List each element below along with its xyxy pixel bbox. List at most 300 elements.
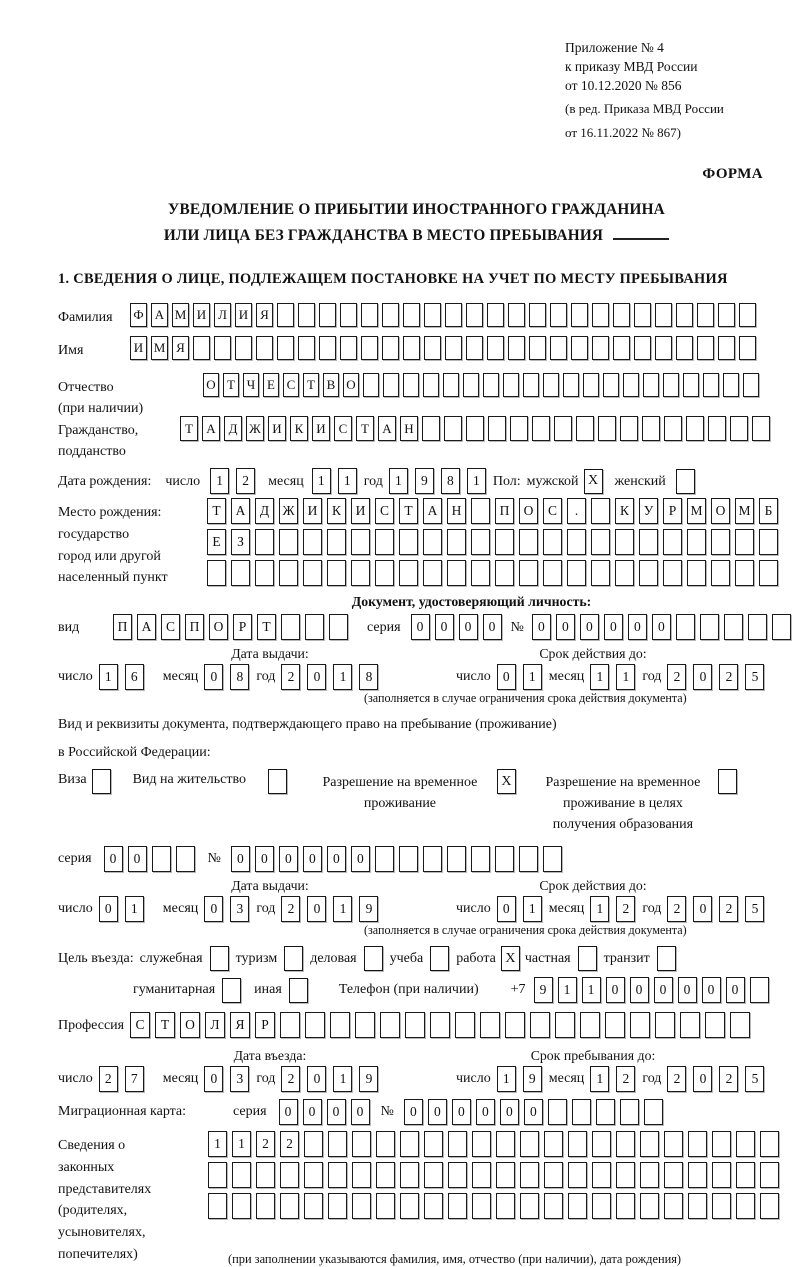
- form-cell[interactable]: [376, 1131, 395, 1157]
- form-cell[interactable]: [703, 373, 719, 397]
- form-cell[interactable]: К: [290, 416, 308, 441]
- form-cell[interactable]: 3: [230, 1066, 249, 1092]
- form-cell[interactable]: 1: [590, 1066, 609, 1092]
- form-cell[interactable]: [471, 560, 490, 586]
- purpose-business-checkbox[interactable]: [364, 946, 383, 971]
- form-cell[interactable]: [630, 1012, 650, 1038]
- form-cell[interactable]: [664, 416, 682, 441]
- form-cell[interactable]: [445, 336, 462, 360]
- form-cell[interactable]: С: [375, 498, 394, 524]
- form-cell[interactable]: 0: [497, 664, 516, 690]
- form-cell[interactable]: [568, 1162, 587, 1188]
- form-cell[interactable]: [466, 336, 483, 360]
- form-cell[interactable]: [328, 1193, 347, 1219]
- form-cell[interactable]: [471, 498, 490, 524]
- form-cell[interactable]: [592, 336, 609, 360]
- form-cell[interactable]: 9: [359, 1066, 378, 1092]
- form-cell[interactable]: [708, 416, 726, 441]
- form-cell[interactable]: А: [151, 303, 168, 327]
- form-cell[interactable]: О: [519, 498, 538, 524]
- form-cell[interactable]: [620, 416, 638, 441]
- form-cell[interactable]: [730, 1012, 750, 1038]
- form-cell[interactable]: [620, 1099, 639, 1125]
- purpose-official-checkbox[interactable]: [210, 946, 229, 971]
- form-cell[interactable]: [688, 1193, 707, 1219]
- form-cell[interactable]: 0: [307, 1066, 326, 1092]
- form-cell[interactable]: 0: [404, 1099, 423, 1125]
- form-cell[interactable]: [519, 529, 538, 555]
- form-cell[interactable]: [403, 373, 419, 397]
- form-cell[interactable]: И: [268, 416, 286, 441]
- form-cell[interactable]: З: [231, 529, 250, 555]
- purpose-study-checkbox[interactable]: [430, 946, 449, 971]
- form-cell[interactable]: 1: [523, 896, 542, 922]
- form-cell[interactable]: [523, 373, 539, 397]
- form-cell[interactable]: 0: [476, 1099, 495, 1125]
- form-cell[interactable]: [605, 1012, 625, 1038]
- form-cell[interactable]: [676, 303, 693, 327]
- form-cell[interactable]: [403, 303, 420, 327]
- form-cell[interactable]: [592, 1162, 611, 1188]
- form-cell[interactable]: [352, 1162, 371, 1188]
- form-cell[interactable]: Т: [303, 373, 319, 397]
- form-cell[interactable]: [363, 373, 379, 397]
- form-cell[interactable]: 2: [281, 1066, 300, 1092]
- form-cell[interactable]: [543, 373, 559, 397]
- form-cell[interactable]: .: [567, 498, 586, 524]
- form-cell[interactable]: [664, 1162, 683, 1188]
- form-cell[interactable]: 0: [411, 614, 430, 640]
- form-cell[interactable]: [298, 303, 315, 327]
- form-cell[interactable]: [423, 373, 439, 397]
- form-cell[interactable]: П: [113, 614, 132, 640]
- form-cell[interactable]: [655, 303, 672, 327]
- form-cell[interactable]: [445, 303, 462, 327]
- form-cell[interactable]: Р: [233, 614, 252, 640]
- form-cell[interactable]: [642, 416, 660, 441]
- form-cell[interactable]: [447, 560, 466, 586]
- form-cell[interactable]: 1: [333, 896, 352, 922]
- form-cell[interactable]: Б: [759, 498, 778, 524]
- form-cell[interactable]: [644, 1099, 663, 1125]
- form-cell[interactable]: [235, 336, 252, 360]
- form-cell[interactable]: [730, 416, 748, 441]
- form-cell[interactable]: [572, 1099, 591, 1125]
- purpose-work-checkbox[interactable]: X: [501, 946, 520, 971]
- form-cell[interactable]: [424, 1131, 443, 1157]
- form-cell[interactable]: [423, 560, 442, 586]
- form-cell[interactable]: [495, 560, 514, 586]
- form-cell[interactable]: 0: [652, 614, 671, 640]
- form-cell[interactable]: [592, 1131, 611, 1157]
- form-cell[interactable]: [495, 529, 514, 555]
- form-cell[interactable]: [592, 303, 609, 327]
- form-cell[interactable]: 1: [338, 468, 357, 494]
- form-cell[interactable]: 8: [359, 664, 378, 690]
- form-cell[interactable]: [639, 560, 658, 586]
- form-cell[interactable]: П: [185, 614, 204, 640]
- form-cell[interactable]: [529, 336, 546, 360]
- form-cell[interactable]: [616, 1193, 635, 1219]
- form-cell[interactable]: [583, 373, 599, 397]
- form-cell[interactable]: Т: [399, 498, 418, 524]
- purpose-other-checkbox[interactable]: [289, 978, 308, 1003]
- form-cell[interactable]: Р: [663, 498, 682, 524]
- form-cell[interactable]: 5: [745, 664, 764, 690]
- form-cell[interactable]: [686, 416, 704, 441]
- form-cell[interactable]: Ж: [279, 498, 298, 524]
- form-cell[interactable]: [676, 336, 693, 360]
- form-cell[interactable]: [505, 1012, 525, 1038]
- form-cell[interactable]: 0: [428, 1099, 447, 1125]
- form-cell[interactable]: 0: [678, 977, 697, 1003]
- form-cell[interactable]: И: [312, 416, 330, 441]
- form-cell[interactable]: [380, 1012, 400, 1038]
- form-cell[interactable]: [351, 560, 370, 586]
- form-cell[interactable]: [639, 529, 658, 555]
- female-checkbox[interactable]: [676, 469, 695, 494]
- form-cell[interactable]: А: [202, 416, 220, 441]
- form-cell[interactable]: 2: [667, 664, 686, 690]
- form-cell[interactable]: [340, 336, 357, 360]
- form-cell[interactable]: Ч: [243, 373, 259, 397]
- form-cell[interactable]: [739, 336, 756, 360]
- form-cell[interactable]: 1: [389, 468, 408, 494]
- form-cell[interactable]: 0: [726, 977, 745, 1003]
- form-cell[interactable]: [176, 846, 195, 872]
- form-cell[interactable]: [361, 303, 378, 327]
- form-cell[interactable]: [615, 529, 634, 555]
- form-cell[interactable]: [712, 1193, 731, 1219]
- form-cell[interactable]: [303, 529, 322, 555]
- form-cell[interactable]: И: [130, 336, 147, 360]
- form-cell[interactable]: [382, 336, 399, 360]
- form-cell[interactable]: 1: [312, 468, 331, 494]
- form-cell[interactable]: [750, 977, 769, 1003]
- form-cell[interactable]: [327, 560, 346, 586]
- form-cell[interactable]: С: [283, 373, 299, 397]
- form-cell[interactable]: [355, 1012, 375, 1038]
- form-cell[interactable]: [376, 1162, 395, 1188]
- form-cell[interactable]: [555, 1012, 575, 1038]
- form-cell[interactable]: [444, 416, 462, 441]
- form-cell[interactable]: [510, 416, 528, 441]
- form-cell[interactable]: А: [137, 614, 156, 640]
- form-cell[interactable]: [329, 614, 348, 640]
- form-cell[interactable]: 0: [307, 664, 326, 690]
- form-cell[interactable]: [616, 1162, 635, 1188]
- form-cell[interactable]: [643, 373, 659, 397]
- form-cell[interactable]: [640, 1193, 659, 1219]
- form-cell[interactable]: 1: [467, 468, 486, 494]
- form-cell[interactable]: И: [303, 498, 322, 524]
- form-cell[interactable]: [688, 1131, 707, 1157]
- form-cell[interactable]: Т: [257, 614, 276, 640]
- form-cell[interactable]: [736, 1131, 755, 1157]
- form-cell[interactable]: [447, 846, 466, 872]
- form-cell[interactable]: 2: [99, 1066, 118, 1092]
- purpose-humanitarian-checkbox[interactable]: [222, 978, 241, 1003]
- form-cell[interactable]: [724, 614, 743, 640]
- residence-permit-checkbox[interactable]: [268, 769, 287, 794]
- form-cell[interactable]: Е: [207, 529, 226, 555]
- form-cell[interactable]: В: [323, 373, 339, 397]
- form-cell[interactable]: [591, 560, 610, 586]
- form-cell[interactable]: [663, 560, 682, 586]
- form-cell[interactable]: 0: [693, 1066, 712, 1092]
- form-cell[interactable]: 0: [693, 896, 712, 922]
- form-cell[interactable]: 1: [333, 664, 352, 690]
- form-cell[interactable]: [232, 1162, 251, 1188]
- form-cell[interactable]: [683, 373, 699, 397]
- form-cell[interactable]: 2: [281, 896, 300, 922]
- form-cell[interactable]: [736, 1162, 755, 1188]
- form-cell[interactable]: И: [193, 303, 210, 327]
- purpose-tourism-checkbox[interactable]: [284, 946, 303, 971]
- form-cell[interactable]: [718, 336, 735, 360]
- form-cell[interactable]: [400, 1131, 419, 1157]
- form-cell[interactable]: О: [711, 498, 730, 524]
- form-cell[interactable]: 5: [745, 896, 764, 922]
- form-cell[interactable]: [705, 1012, 725, 1038]
- form-cell[interactable]: [304, 1131, 323, 1157]
- form-cell[interactable]: [399, 846, 418, 872]
- form-cell[interactable]: [544, 1193, 563, 1219]
- form-cell[interactable]: [423, 529, 442, 555]
- form-cell[interactable]: [663, 529, 682, 555]
- form-cell[interactable]: [772, 614, 791, 640]
- form-cell[interactable]: [152, 846, 171, 872]
- form-cell[interactable]: [330, 1012, 350, 1038]
- form-cell[interactable]: 0: [279, 1099, 298, 1125]
- form-cell[interactable]: [280, 1012, 300, 1038]
- form-cell[interactable]: [655, 336, 672, 360]
- form-cell[interactable]: [443, 373, 459, 397]
- form-cell[interactable]: О: [343, 373, 359, 397]
- form-cell[interactable]: Я: [172, 336, 189, 360]
- form-cell[interactable]: [382, 303, 399, 327]
- form-cell[interactable]: [319, 336, 336, 360]
- form-cell[interactable]: [680, 1012, 700, 1038]
- form-cell[interactable]: 1: [616, 664, 635, 690]
- form-cell[interactable]: [255, 560, 274, 586]
- form-cell[interactable]: [375, 529, 394, 555]
- form-cell[interactable]: [550, 303, 567, 327]
- form-cell[interactable]: 0: [452, 1099, 471, 1125]
- form-cell[interactable]: 1: [232, 1131, 251, 1157]
- form-cell[interactable]: С: [543, 498, 562, 524]
- form-cell[interactable]: [554, 416, 572, 441]
- form-cell[interactable]: 1: [523, 664, 542, 690]
- form-cell[interactable]: [231, 560, 250, 586]
- form-cell[interactable]: Т: [155, 1012, 175, 1038]
- form-cell[interactable]: [548, 1099, 567, 1125]
- form-cell[interactable]: [496, 1162, 515, 1188]
- form-cell[interactable]: 0: [128, 846, 147, 872]
- form-cell[interactable]: [591, 529, 610, 555]
- form-cell[interactable]: 0: [556, 614, 575, 640]
- form-cell[interactable]: [351, 529, 370, 555]
- form-cell[interactable]: [592, 1193, 611, 1219]
- form-cell[interactable]: 8: [230, 664, 249, 690]
- form-cell[interactable]: [472, 1193, 491, 1219]
- form-cell[interactable]: 2: [616, 896, 635, 922]
- form-cell[interactable]: [383, 373, 399, 397]
- form-cell[interactable]: Е: [263, 373, 279, 397]
- form-cell[interactable]: [664, 1193, 683, 1219]
- form-cell[interactable]: 0: [204, 896, 223, 922]
- form-cell[interactable]: [550, 336, 567, 360]
- male-checkbox[interactable]: X: [584, 469, 603, 494]
- form-cell[interactable]: [752, 416, 770, 441]
- form-cell[interactable]: 0: [327, 1099, 346, 1125]
- form-cell[interactable]: 0: [483, 614, 502, 640]
- form-cell[interactable]: У: [639, 498, 658, 524]
- form-cell[interactable]: 9: [534, 977, 553, 1003]
- form-cell[interactable]: 1: [210, 468, 229, 494]
- form-cell[interactable]: [455, 1012, 475, 1038]
- form-cell[interactable]: [400, 1193, 419, 1219]
- form-cell[interactable]: [543, 846, 562, 872]
- form-cell[interactable]: [298, 336, 315, 360]
- form-cell[interactable]: 0: [606, 977, 625, 1003]
- form-cell[interactable]: [735, 560, 754, 586]
- form-cell[interactable]: [399, 560, 418, 586]
- form-cell[interactable]: О: [180, 1012, 200, 1038]
- form-cell[interactable]: [423, 846, 442, 872]
- form-cell[interactable]: [735, 529, 754, 555]
- form-cell[interactable]: 0: [204, 1066, 223, 1092]
- form-cell[interactable]: [613, 336, 630, 360]
- form-cell[interactable]: [576, 416, 594, 441]
- form-cell[interactable]: П: [495, 498, 514, 524]
- form-cell[interactable]: [471, 846, 490, 872]
- form-cell[interactable]: М: [687, 498, 706, 524]
- form-cell[interactable]: [495, 846, 514, 872]
- form-cell[interactable]: [193, 336, 210, 360]
- form-cell[interactable]: 0: [99, 896, 118, 922]
- form-cell[interactable]: [328, 1131, 347, 1157]
- form-cell[interactable]: [305, 1012, 325, 1038]
- form-cell[interactable]: 0: [630, 977, 649, 1003]
- form-cell[interactable]: [232, 1193, 251, 1219]
- form-cell[interactable]: 1: [590, 664, 609, 690]
- form-cell[interactable]: [361, 336, 378, 360]
- form-cell[interactable]: 0: [580, 614, 599, 640]
- form-cell[interactable]: [519, 846, 538, 872]
- form-cell[interactable]: [676, 614, 695, 640]
- form-cell[interactable]: Д: [255, 498, 274, 524]
- form-cell[interactable]: Т: [207, 498, 226, 524]
- form-cell[interactable]: Н: [447, 498, 466, 524]
- form-cell[interactable]: 0: [351, 1099, 370, 1125]
- form-cell[interactable]: [424, 303, 441, 327]
- form-cell[interactable]: [496, 1193, 515, 1219]
- form-cell[interactable]: 0: [231, 846, 250, 872]
- form-cell[interactable]: [760, 1162, 779, 1188]
- form-cell[interactable]: С: [161, 614, 180, 640]
- form-cell[interactable]: [424, 1193, 443, 1219]
- form-cell[interactable]: Т: [180, 416, 198, 441]
- form-cell[interactable]: К: [327, 498, 346, 524]
- form-cell[interactable]: [544, 1162, 563, 1188]
- form-cell[interactable]: [663, 373, 679, 397]
- form-cell[interactable]: [303, 560, 322, 586]
- form-cell[interactable]: [256, 1162, 275, 1188]
- form-cell[interactable]: [640, 1131, 659, 1157]
- form-cell[interactable]: 5: [745, 1066, 764, 1092]
- form-cell[interactable]: М: [172, 303, 189, 327]
- form-cell[interactable]: [603, 373, 619, 397]
- form-cell[interactable]: Н: [400, 416, 418, 441]
- form-cell[interactable]: 1: [558, 977, 577, 1003]
- form-cell[interactable]: [277, 303, 294, 327]
- form-cell[interactable]: [711, 529, 730, 555]
- form-cell[interactable]: 1: [125, 896, 144, 922]
- form-cell[interactable]: [544, 1131, 563, 1157]
- form-cell[interactable]: [712, 1162, 731, 1188]
- form-cell[interactable]: И: [351, 498, 370, 524]
- form-cell[interactable]: [472, 1131, 491, 1157]
- form-cell[interactable]: [496, 1131, 515, 1157]
- form-cell[interactable]: [563, 373, 579, 397]
- form-cell[interactable]: 1: [333, 1066, 352, 1092]
- form-cell[interactable]: [375, 560, 394, 586]
- form-cell[interactable]: 1: [208, 1131, 227, 1157]
- form-cell[interactable]: 2: [719, 664, 738, 690]
- form-cell[interactable]: М: [735, 498, 754, 524]
- form-cell[interactable]: Т: [223, 373, 239, 397]
- form-cell[interactable]: [503, 373, 519, 397]
- form-cell[interactable]: 0: [702, 977, 721, 1003]
- form-cell[interactable]: 2: [281, 664, 300, 690]
- form-cell[interactable]: [424, 1162, 443, 1188]
- form-cell[interactable]: К: [615, 498, 634, 524]
- form-cell[interactable]: [376, 1193, 395, 1219]
- form-cell[interactable]: А: [423, 498, 442, 524]
- form-cell[interactable]: [280, 1193, 299, 1219]
- form-cell[interactable]: 0: [303, 1099, 322, 1125]
- form-cell[interactable]: 0: [104, 846, 123, 872]
- form-cell[interactable]: 2: [616, 1066, 635, 1092]
- form-cell[interactable]: А: [378, 416, 396, 441]
- form-cell[interactable]: Л: [214, 303, 231, 327]
- form-cell[interactable]: О: [203, 373, 219, 397]
- form-cell[interactable]: [405, 1012, 425, 1038]
- form-cell[interactable]: 2: [719, 896, 738, 922]
- form-cell[interactable]: Р: [255, 1012, 275, 1038]
- form-cell[interactable]: 0: [497, 896, 516, 922]
- form-cell[interactable]: [723, 373, 739, 397]
- form-cell[interactable]: 0: [693, 664, 712, 690]
- form-cell[interactable]: [256, 1193, 275, 1219]
- form-cell[interactable]: [279, 529, 298, 555]
- purpose-transit-checkbox[interactable]: [657, 946, 676, 971]
- form-cell[interactable]: [736, 1193, 755, 1219]
- form-cell[interactable]: [483, 373, 499, 397]
- form-cell[interactable]: [634, 336, 651, 360]
- form-cell[interactable]: [520, 1131, 539, 1157]
- form-cell[interactable]: Я: [230, 1012, 250, 1038]
- form-cell[interactable]: [304, 1193, 323, 1219]
- form-cell[interactable]: [519, 560, 538, 586]
- form-cell[interactable]: [760, 1193, 779, 1219]
- form-cell[interactable]: 0: [628, 614, 647, 640]
- form-cell[interactable]: [760, 1131, 779, 1157]
- form-cell[interactable]: [319, 303, 336, 327]
- form-cell[interactable]: 9: [523, 1066, 542, 1092]
- form-cell[interactable]: [567, 529, 586, 555]
